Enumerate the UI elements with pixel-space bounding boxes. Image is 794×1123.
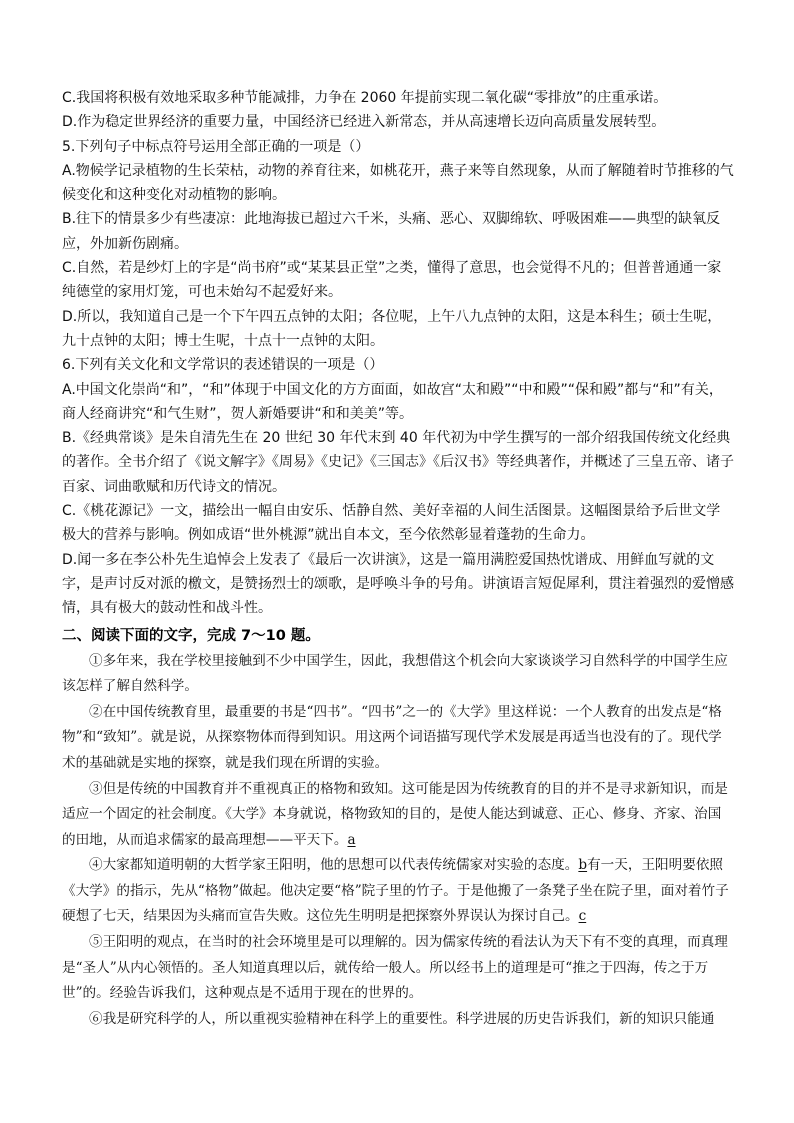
option-c-q6: C.《桃花源记》一文，描绘出一幅自由安乐、恬静自然、美好幸福的人间生活图景。这幅图景给予后世文学极大的营养与影响。例如成语“世外桃源”就出自本文，至今依然彰显着蓬勃的生命力。 — [62, 503, 721, 544]
section-heading: 二、阅读下面的文字，完成 7～10 题。 — [62, 627, 320, 644]
reading-paragraph-4 — [62, 853, 734, 930]
reading-paragraph-2: ②在中国传统教育里，最重要的书是“四书”。“四书”之一的《大学》里这样说：一个人教育的出发点是“格物”和“致知”。就是说，从探察物体而得到知识。用这两个词语描写现代学术发展是再适当也没有的了。现代学术的基础就是实地的探察，就是我们现在所谓的实验。 — [62, 703, 722, 771]
reading-paragraph-6: ⑥我是研究科学的人，所以重视实验精神在科学上的重要性。科学进展的历史告诉我们，新的知识只能通 — [89, 1010, 715, 1027]
insertion-mark-b: b — [578, 857, 588, 874]
option-b-q5: B.往下的情景多少有些凄凉：此地海拔已超过六千米，头痛、恶心、双脚绵软、呼吸困难——典型的缺氧反应，外加新伤剧痛。 — [62, 211, 721, 252]
reading-paragraph-3-text: ③但是传统的中国教育并不重视真正的格物和致知。这可能是因为传统教育的目的并不是寻求新知识，而是适应一个固定的社会制度。《大学》本身就说，格物致知的目的，是使人能达到诚意、正心、修身、齐家、治国的田地，从而追求儒家的最高理想——平天下。 — [62, 780, 728, 848]
insertion-mark-a: a — [347, 831, 356, 848]
option-d-q6: D.闻一多在李公朴先生追悼会上发表了《最后一次讲演》，这是一篇用满腔爱国热忱谱成、用鲜血写就的文字，是声讨反对派的檄文，是赞扬烈士的颂歌，是呼唤斗争的号角。讲演语言短促犀利，贯注着强烈的爱憎感情，具有极大的鼓动性和战斗性。 — [62, 551, 734, 617]
reading-paragraph-1: ①多年来，我在学校里接触到不少中国学生，因此，我想借这个机会向大家谈谈学习自然科学的中国学生应该怎样了解自然科学。 — [62, 652, 728, 695]
reading-paragraph-4-text-1: ④大家都知道明朝的大哲学家王阳明，他的思想可以代表传统儒家对实验的态度。 — [89, 857, 579, 874]
page-content — [62, 86, 734, 1032]
question-5-stem: 5.下列句子中标点符号运用全部正确的一项是（） — [62, 138, 370, 155]
option-c-q5: C.自然，若是纱灯上的字是“尚书府”或“某某县正堂”之类，懂得了意思，也会觉得不凡的；但普普通通一家纯德堂的家用灯笼，可也未始勾不起爱好来。 — [62, 260, 722, 301]
option-b-q6: B.《经典常谈》是朱自清先生在 20 世纪 30 年代末到 40 年代初为中学生撰写的一部介绍我国传统文化经典的著作。全书介绍了《说文解字》《周易》《史记》《三国志》《后汉书》等经典著作，并概述了三皇五帝、诸子百家、词曲歌赋和历代诗文的情况。 — [62, 430, 734, 495]
reading-paragraph-3 — [62, 777, 734, 854]
reading-paragraph-5: ⑤王阳明的观点，在当时的社会环境里是可以理解的。因为儒家传统的看法认为天下有不变的真理，而真理是“圣人”从内心领悟的。圣人知道真理以后，就传给一般人。所以经书上的道理是可“推之于四海，传之于万世”的。经验告诉我们，这种观点是不适用于现在的世界的。 — [62, 934, 728, 1002]
insertion-mark-c: c — [578, 908, 587, 925]
option-c-q4: C.我国将积极有效地采取多种节能减排，力争在 2060 年提前实现二氧化碳“零排放”的庄重承诺。 — [62, 90, 668, 106]
reading-paragraph-4-text-2: 有一天，王阳明要依照《大学》的指示，先从“格物”做起。他决定要“格”院子里的竹子。于是他搬了一条凳子坐在院子里，面对着竹子硬想了七天，结果因为头痛而宣告失败。这位先生明明是把探察外界误认为探讨自己。 — [62, 857, 729, 925]
option-a-q5: A.物候学记录植物的生长荣枯，动物的养育往来，如桃花开，燕子来等自然现象，从而了解随着时节推移的气候变化和这种变化对动植物的影响。 — [62, 162, 734, 204]
option-a-q6: A.中国文化崇尚“和”，“和”体现于中国文化的方方面面，如故宫“太和殿”“中和殿”“保和殿”都与“和”有关，商人经商讲究“和气生财”，贺人新婚要讲“和和美美”等。 — [62, 381, 723, 422]
option-d-q4: D.作为稳定世界经济的重要力量，中国经济已经进入新常态，并从高速增长迈向高质量发展转型。 — [62, 114, 666, 131]
option-d-q5: D.所以，我知道自己是一个下午四五点钟的太阳；各位呢，上午八九点钟的太阳，这是本科生；硕士生呢，九十点钟的太阳；博士生呢，十点十一点钟的太阳。 — [62, 308, 722, 349]
question-6-stem: 6.下列有关文化和文学常识的表述错误的一项是（） — [62, 357, 384, 374]
